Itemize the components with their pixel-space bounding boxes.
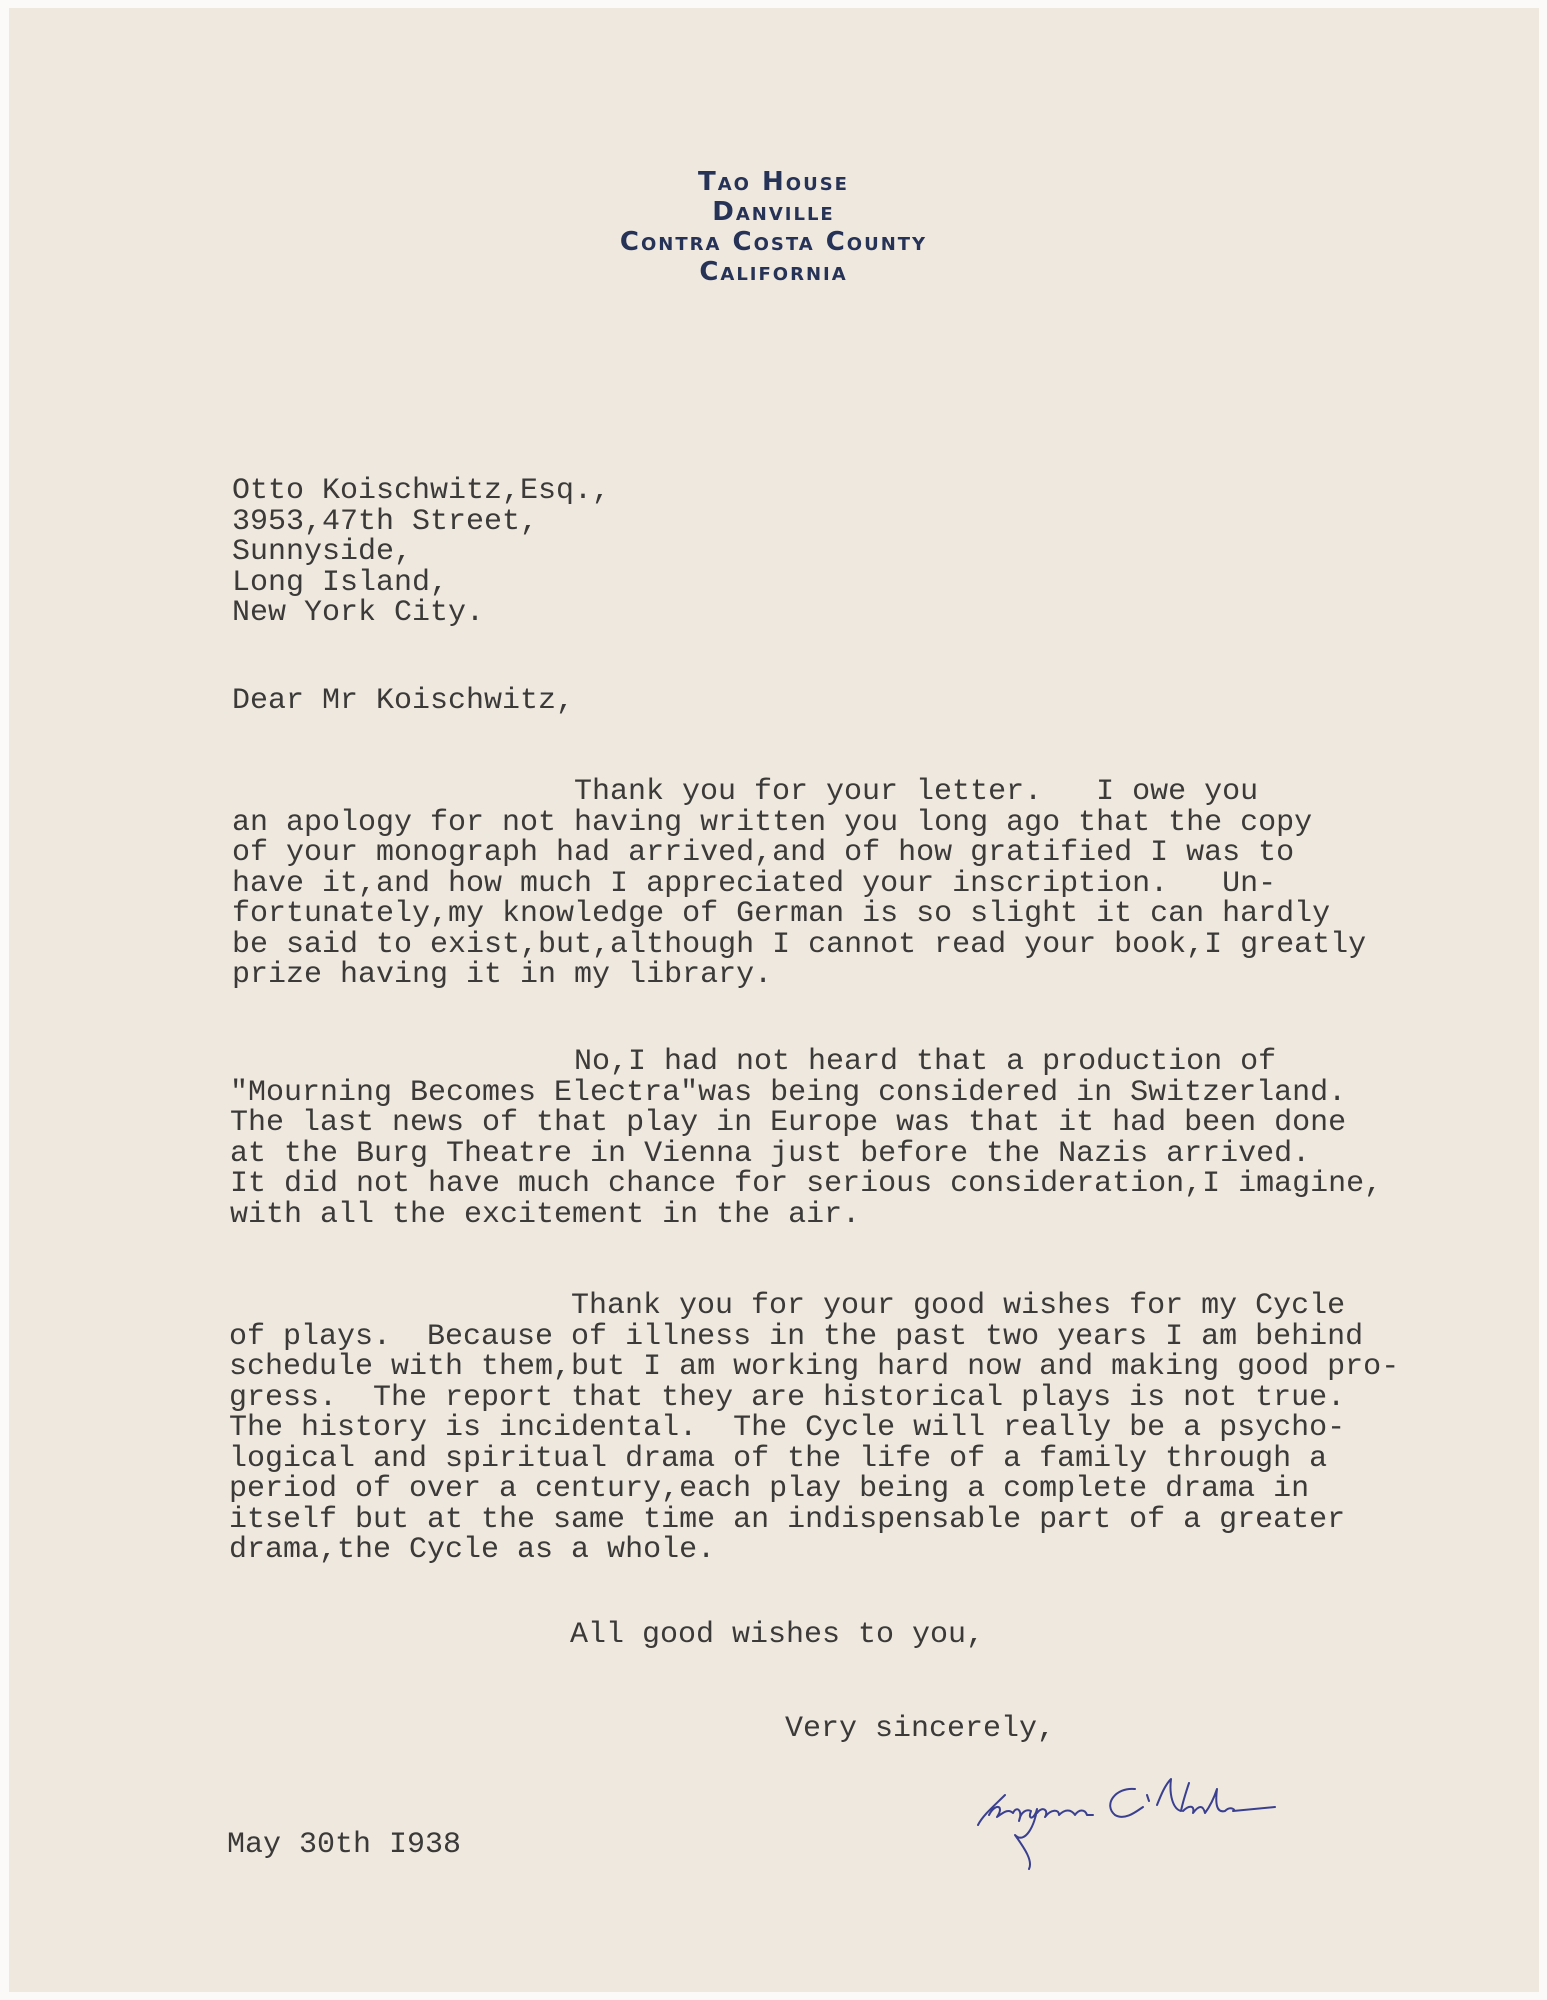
letter-paper <box>9 8 1539 1992</box>
paragraph-line: The history is incidental. The Cycle will really be a psycho- <box>229 1411 1346 1445</box>
address-line: New York City. <box>232 596 485 630</box>
paragraph-line: itself but at the same time an indispensable part of a greater <box>229 1502 1346 1537</box>
paragraph-line: be said to exist,but,although I cannot read your book,I greatly <box>232 927 1367 962</box>
paragraph-line: period of over a century,each play being a complete drama in <box>229 1472 1310 1506</box>
paragraph-line: No,I had not heard that a production of <box>574 1045 1277 1079</box>
paragraph-line: an apology for not having written you long ago that the copy <box>232 805 1313 840</box>
recipient-address <box>232 476 610 629</box>
paragraph-line: prize having it in my library. <box>232 958 773 992</box>
paragraph-line: The last news of that play in Europe was that it had been done <box>230 1106 1347 1140</box>
closing: Very sincerely, <box>785 1712 1056 1746</box>
paragraph-2 <box>230 1047 1382 1230</box>
address-line: Sunnyside, <box>232 535 413 569</box>
paragraph-line: logical and spiritual drama of the life of a family through a <box>229 1441 1328 1476</box>
paragraph-line: schedule with them,but I am working hard now and making good pro- <box>229 1350 1400 1384</box>
paragraph-line: fortunately,my knowledge of German is so slight it can hardly <box>232 897 1331 931</box>
paragraph-line: have it,and how much I appreciated your inscription. Un- <box>232 866 1277 901</box>
signature <box>975 1765 1345 1875</box>
address-line: Long Island, <box>232 565 449 600</box>
paragraph-line: Thank you for your letter. I owe you <box>574 775 1259 809</box>
letter-date: May 30th I938 <box>227 1828 462 1862</box>
paragraph-line: of plays. Because of illness in the past two years I am behind <box>229 1319 1364 1354</box>
paragraph-3 <box>229 1291 1399 1566</box>
salutation: Dear Mr Koischwitz, <box>232 684 575 718</box>
letterhead-line: Contra Costa County <box>619 227 928 257</box>
paragraph-line: "Mourning Becomes Electra"was being considered in Switzerland. <box>230 1075 1347 1110</box>
paragraph-line: gress. The report that they are historical plays is not true. <box>229 1380 1346 1415</box>
closing-wish: All good wishes to you, <box>570 1618 985 1652</box>
letterhead-line: California <box>699 257 848 287</box>
paragraph-line: of your monograph had arrived,and of how gratified I was to <box>232 836 1295 870</box>
address-line: 3953,47th Street, <box>232 504 539 539</box>
paragraph-line: drama,the Cycle as a whole. <box>229 1533 716 1567</box>
letterhead-line: Tao House <box>698 167 849 197</box>
paragraph-line: Thank you for your good wishes for my Cycle <box>571 1289 1346 1323</box>
paragraph-line: It did not have much chance for serious consideration,I imagine, <box>230 1167 1383 1201</box>
letterhead <box>0 167 1547 287</box>
paragraph-line: at the Burg Theatre in Vienna just before the Nazis arrived. <box>230 1136 1311 1171</box>
paragraph-1 <box>232 777 1366 991</box>
letterhead-line: Danville <box>712 197 835 227</box>
paragraph-line: with all the excitement in the air. <box>230 1197 861 1232</box>
address-line: Otto Koischwitz,Esq., <box>232 474 611 508</box>
